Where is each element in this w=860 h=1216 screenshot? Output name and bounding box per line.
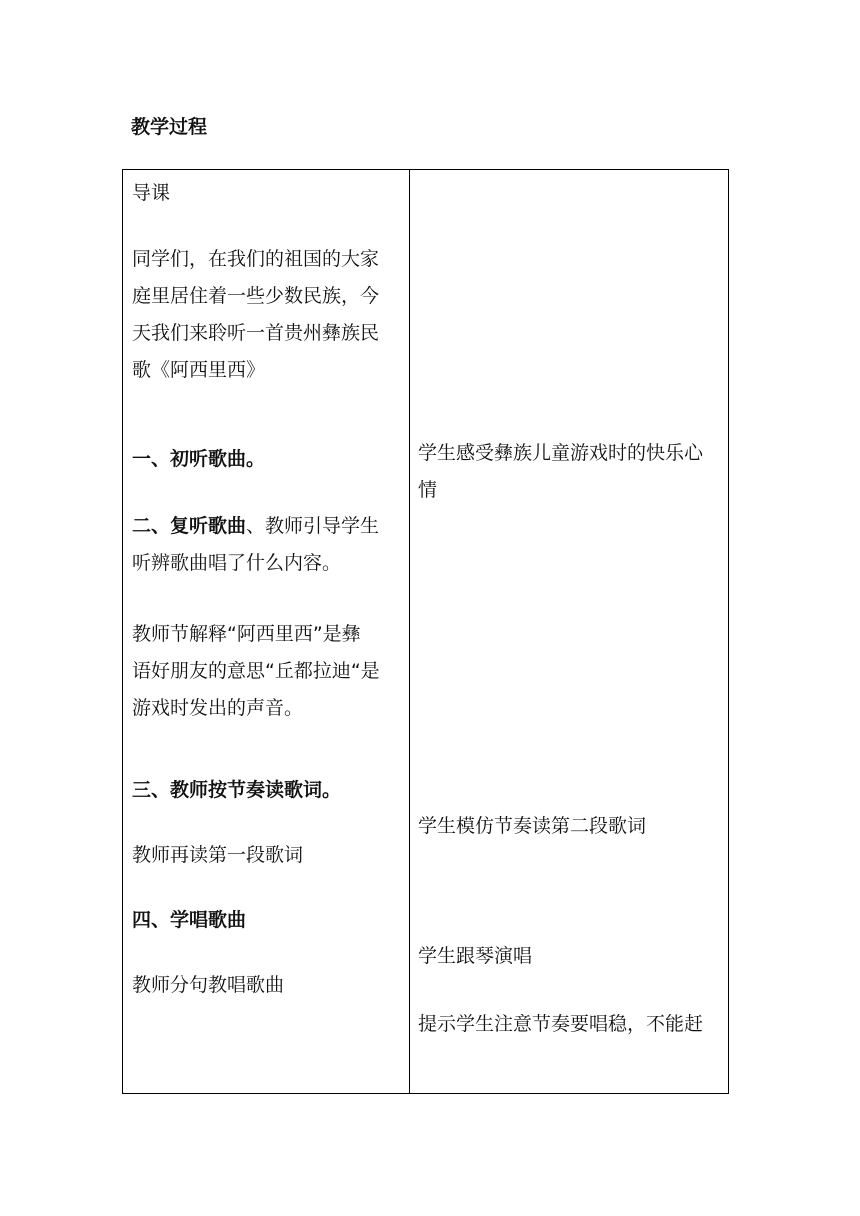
- student-feel-text: 学生感受彝族儿童游戏时的快乐心 情: [418, 442, 704, 501]
- intro-heading: 导课: [132, 182, 171, 204]
- student-imitate-text: 学生模仿节奏读第二段歌词: [418, 815, 647, 837]
- step2-paragraph: [132, 508, 404, 582]
- intro-text: 同学们，在我们的祖国的大家 庭里居住着一些少数民族，今 天我们来聆听一首贵州彝族民 歌《阿西里西》: [132, 248, 380, 381]
- step1-heading: 一、初听歌曲。: [132, 448, 266, 470]
- step2-text: 、教师引导学生 听辨歌曲唱了什么内容。: [132, 515, 380, 574]
- lesson-process-table: [122, 169, 729, 1094]
- column-divider: [409, 170, 410, 1093]
- teacher-reminder-text: 提示学生注意节奏要唱稳，不能赶: [418, 1013, 704, 1035]
- student-sing-text: 学生跟琴演唱: [418, 945, 533, 967]
- step3-heading: 三、教师按节奏读歌词。: [132, 779, 342, 801]
- page-title: 教学过程: [131, 116, 208, 138]
- reread-text: 教师再读第一段歌词: [132, 844, 304, 866]
- explanation-text: 教师节解释“阿西里西”是彝 语好朋友的意思“丘都拉迪“是 游戏时发出的声音。: [132, 623, 380, 719]
- step4-heading: 四、学唱歌曲: [132, 909, 247, 931]
- teach-text: 教师分句教唱歌曲: [132, 974, 285, 996]
- step2-heading: 二、复听歌曲: [132, 515, 247, 537]
